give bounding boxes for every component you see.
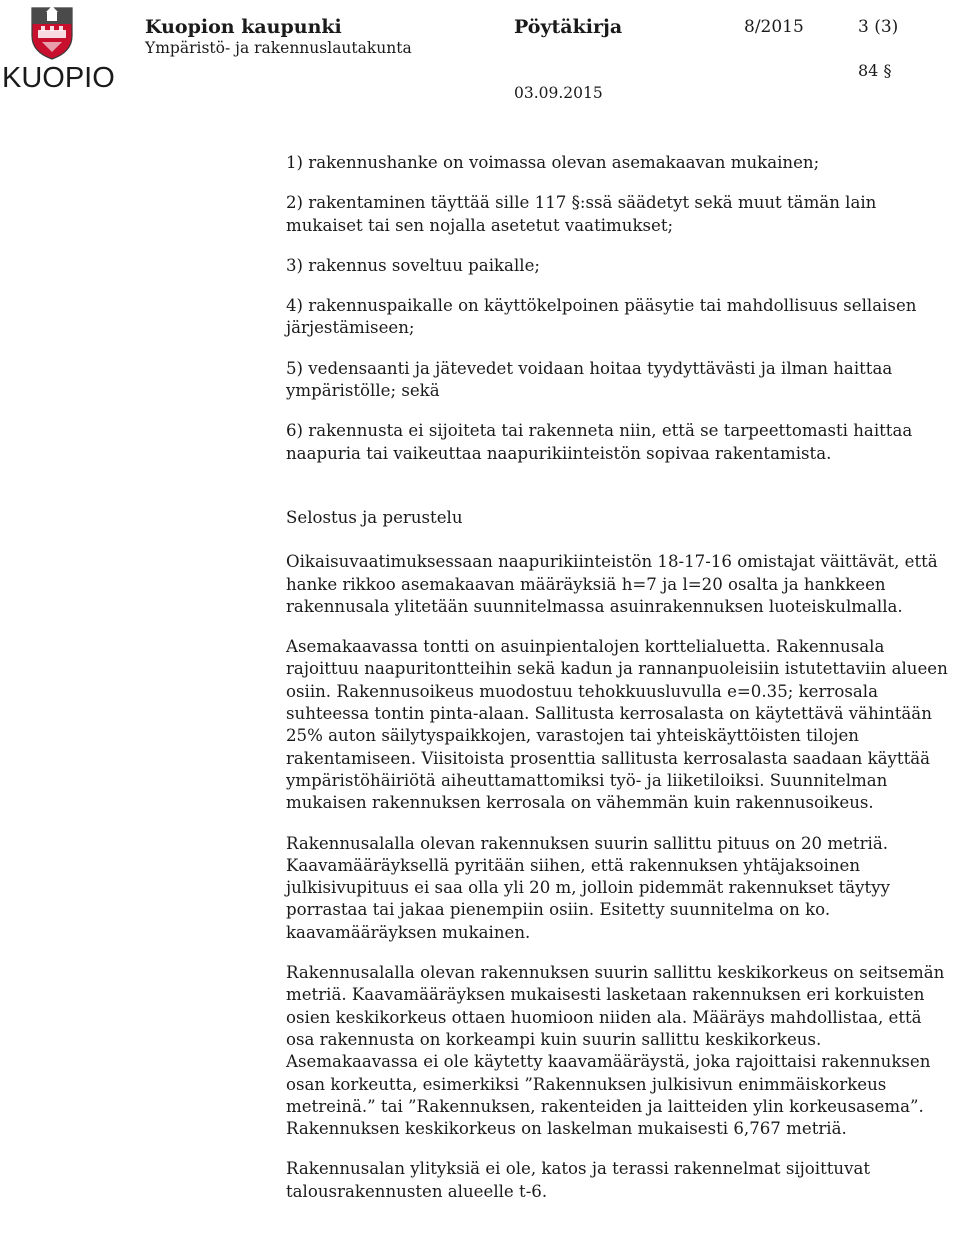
body-paragraph: Rakennusalalla olevan rakennuksen suurin sallittu pituus on 20 metriä. Kaavamääräyksellä pyritään siihen, että rakennuksen yhtäjaksoinen julkisivupituus ei saa olla yli 20 m, jolloin pidemmät rakennukset täytyy porrastaa tai jakaa pienempiin osiin. Esitetty suunnitelma on ko. kaavamääräyksen mukainen. <box>286 833 890 942</box>
body-paragraph: Rakennusalan ylityksiä ei ole, katos ja terassi rakennelmat sijoittuvat talousrakennusten alueelle t-6. <box>286 1159 871 1201</box>
section-heading: Selostus ja perustelu <box>286 507 463 527</box>
section-number: 84 § <box>858 61 892 80</box>
meeting-date: 03.09.2015 <box>514 84 603 102</box>
condition-item: 6) rakennusta ei sijoiteta tai rakenneta niin, että se tarpeettomasti haittaa naapuria tai vaikeuttaa naapurikiinteistön sopivaa rakentamista. <box>286 421 913 463</box>
logo-wordmark: KUOPIO <box>2 62 115 94</box>
page-count: 3 (3) <box>858 17 899 37</box>
condition-item: 2) rakentaminen täyttää sille 117 §:ssä säädetyt sekä muut tämän lain mukaiset tai sen nojalla asetetut vaatimukset; <box>286 193 877 235</box>
condition-item: 1) rakennushanke on voimassa olevan asemakaavan mukainen; <box>286 153 820 172</box>
body-paragraph: Oikaisuvaatimuksessaan naapurikiinteistön 18-17-16 omistajat väittävät, että hanke rikkoo asemakaavan määräyksiä h=7 ja l=20 osalta ja hankkeen rakennusala ylitetään suunnitelmassa asuinrakennuksen luoteiskulmalla. <box>286 552 938 616</box>
document-number: 8/2015 <box>744 17 804 37</box>
condition-item: 5) vedensaanti ja jätevedet voidaan hoitaa tyydyttävästi ja ilman haittaa ympäristölle; sekä <box>286 358 893 401</box>
document-body <box>286 152 954 1203</box>
body-paragraph: Asemakaavassa tontti on asuinpientalojen korttelialuetta. Rakennusala rajoittuu naapuritontteihin sekä kadun ja rannanpuoleisiin istutettaviin alueen osiin. Rakennusoikeus muodostuu tehokkuusluvulla e=0.35; kerrosala suhteessa tontin pinta-alaan. Sallitusta kerrosalasta on käytettävä vähintään 25% auton säilytyspaikkojen, varastojen tai yhteiskäyttöisten tilojen rakentamiseen. Viisitoista prosenttia sallitusta kerrosalasta saadaan käyttää ympäristöhäiriötä aiheuttamattomiksi työ- ja liiketiloiksi. Suunnitelman mukaisen rakennuksen kerrosala on vähemmän kuin rakennusoikeus. <box>286 637 948 813</box>
condition-item: 3) rakennus soveltuu paikalle; <box>286 255 540 275</box>
kuopio-logo <box>2 2 115 98</box>
condition-item: 4) rakennuspaikalle on käyttökelpoinen pääsytie tai mahdollisuus sellaisen järjestämiseen; <box>286 296 917 338</box>
body-paragraph: Rakennusalalla olevan rakennuksen suurin sallittu keskikorkeus on seitsemän metriä. Kaavamääräyksen mukaisesti lasketaan rakennuksen eri korkuisten osien keskikorkeus ottaen huomioon niiden ala. Määräys mahdollistaa, että osa rakennusta on korkeampi kuin suurin sallittu keskikorkeus. Asemakaavassa ei ole käytetty kaavamääräystä, joka rajoittaisi rakennuksen osan korkeutta, esimerkiksi ”Rakennuksen julkisivun enimmäiskorkeus metreinä.” tai ”Rakennuksen, rakenteiden ja laitteiden ylin korkeusasema”. Rakennuksen keskikorkeus on laskelman mukaisesti 6,767 metriä. <box>286 963 945 1139</box>
organization-name: Kuopion kaupunki <box>145 16 342 38</box>
document-type: Pöytäkirja <box>514 16 623 38</box>
coat-of-arms-icon <box>2 2 102 62</box>
committee-name: Ympäristö- ja rakennuslautakunta <box>145 39 412 57</box>
